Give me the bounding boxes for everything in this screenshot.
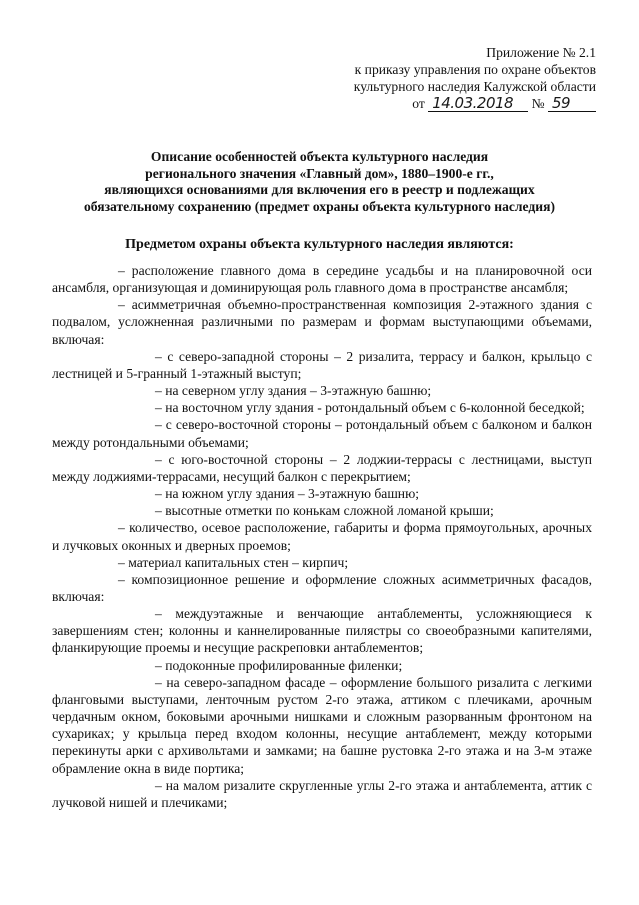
document-body — [52, 262, 592, 811]
sub-list-item: – на восточном углу здания - ротондальный объем с 6-колонной беседкой; — [155, 400, 585, 416]
title-line-2: регионального значения «Главный дом», 1880–1900-е гг., — [145, 165, 494, 181]
list-item: – количество, осевое расположение, габариты и форма прямоугольных, арочных и лучковых оконных и дверных проемов; — [52, 520, 592, 553]
sub-list-item: – с юго-восточной стороны – 2 лоджии-террасы с лестницами, выступ между лоджиями-террасами, несущий балкон с перекрытием; — [52, 451, 592, 484]
sub-list-item: – на северном углу здания – 3-этажную башню; — [155, 383, 432, 399]
sub-list-item: – междуэтажные и венчающие антаблементы, усложняющиеся к завершениям стен; колонны и каннелированные пилястры со своеобразными капителями, фланкирующие проемы и несущие раскреповки антаблементов; — [52, 606, 592, 656]
title-line-4: обязательному сохранению (предмет охраны объекта культурного наследия) — [83, 198, 556, 214]
handwritten-date: 14.03.2018 — [428, 96, 528, 112]
sub-list-item: – подоконные профилированные филенки; — [155, 657, 403, 673]
list-item: – расположение главного дома в середине усадьбы и на планировочной оси ансамбля, организующая и доминирующая роль главного дома в пространстве ансамбля; — [52, 263, 592, 296]
document-title — [40, 149, 599, 215]
sub-list-item: – на малом ризалите скругленные углы 2-го этажа и антаблемента, аттик с лучковой нишей и плечиками; — [52, 777, 592, 810]
list-item: – композиционное решение и оформление сложных асимметричных фасадов, включая: — [52, 571, 592, 604]
list-item: – материал капитальных стен – кирпич; — [118, 554, 349, 570]
sub-list-item: – на северо-западном фасаде – оформление большого ризалита с легкими фланговыми выступами, ленточным рустом 2-го этажа, аттиком с плечиками, арочным чердачным окном, боковыми арочными нишками и сложным разорванным фронтоном на сухариках; у крыльца перед входом колонны, несущие антаблемент, между которыми перекинуты арки с архивольтами и замками; на башне рустовка 2-го этажа и на 3-м этаже обрамление окна в виде портика; — [52, 674, 592, 776]
title-line-3: являющихся основаниями для включения его в реестр и подлежащих — [104, 182, 535, 197]
number-prefix: № — [531, 96, 545, 111]
sub-list-item: – с северо-восточной стороны – ротондальный объем с балконом и балкон между ротондальными объемами; — [52, 417, 592, 450]
handwritten-number: 59 — [548, 96, 596, 112]
section-heading: Предметом охраны объекта культурного наследия являются: — [125, 237, 514, 252]
appendix-date-number-line — [354, 95, 596, 112]
date-prefix: от — [412, 96, 425, 111]
list-item: – асимметричная объемно-пространственная композиция 2-этажного здания с подвалом, усложненная различными по размерам и формам выступающими объемами, включая: — [52, 297, 592, 347]
title-line-1: Описание особенностей объекта культурного наследия — [150, 149, 489, 164]
sub-list-item: – на южном углу здания – 3-этажную башню; — [155, 486, 419, 502]
sub-list-item: – с северо-западной стороны – 2 ризалита, террасу и балкон, крыльцо с лестницей и 5-гранный 1-этажный выступ; — [52, 348, 592, 381]
appendix-authority: культурного наследия Калужской области — [353, 79, 596, 94]
sub-list-item: – высотные отметки по конькам сложной ломаной крыши; — [155, 503, 494, 519]
appendix-header — [354, 44, 596, 112]
appendix-order-reference: к приказу управления по охране объектов — [354, 62, 596, 77]
appendix-title: Приложение № 2.1 — [486, 45, 596, 60]
